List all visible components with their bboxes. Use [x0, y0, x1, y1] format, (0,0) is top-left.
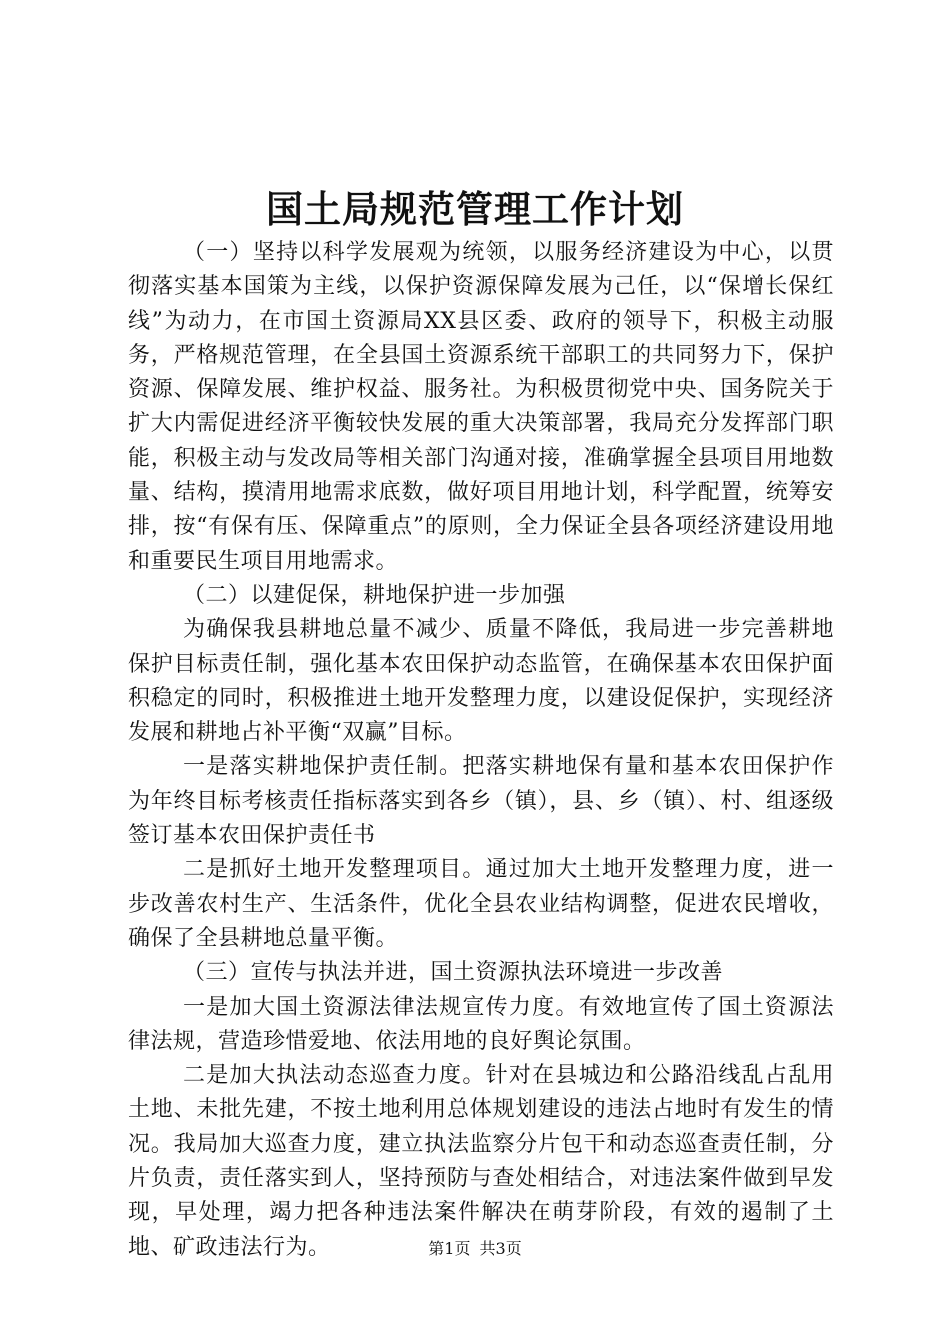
paragraph-7: 一是加大国土资源法律法规宣传力度。有效地宣传了国土资源法律法规，营造珍惜爱地、依法用地的良好舆论氛围。: [128, 994, 834, 1054]
document-title: 国土局规范管理工作计划: [266, 187, 684, 231]
page-number: 第1页: [428, 1239, 471, 1258]
page-total: 共3页: [479, 1239, 522, 1258]
paragraph-1: （一）坚持以科学发展观为统领，以服务经济建设为中心，以贯彻落实基本国策为主线，以保护资源保障发展为己任，以“保增长保红线”为动力，在市国土资源局XX县区委、政府的领导下，积极主动服务，严格规范管理，在全县国土资源系统干部职工的共同努力下，保护资源、保障发展、维护权益、服务社。为积极贯彻党中央、国务院关于扩大内需促进经济平衡较快发展的重大决策部署，我局充分发挥部门职能，积极主动与发改局等相关部门沟通对接，准确掌握全县项目用地数量、结构，摸清用地需求底数，做好项目用地计划，科学配置，统筹安排，按“有保有压、保障重点”的原则，全力保证全县各项经济建设用地和重要民生项目用地需求。: [128, 240, 834, 574]
page-footer: [0, 1237, 950, 1261]
paragraph-8: 二是加大执法动态巡查力度。针对在县城边和公路沿线乱占乱用土地、未批先建，不按土地利用总体规划建设的违法占地时有发生的情况。我局加大巡查力度，建立执法监察分片包干和动态巡查责任制，分片负责，责任落实到人，坚持预防与查处相结合，对违法案件做到早发现，早处理，竭力把各种违法案件解决在萌芽阶段，有效的遏制了土地、矿政违法行为。: [128, 1063, 834, 1260]
document-body: [128, 236, 834, 1265]
paragraph-4: 一是落实耕地保护责任制。把落实耕地保有量和基本农田保护作为年终目标考核责任指标落实到各乡（镇），县、乡（镇）、村、组逐级签订基本农田保护责任书: [128, 754, 834, 849]
paragraph-6-heading: （三）宣传与执法并进，国土资源执法环境进一步改善: [183, 960, 724, 986]
paragraph-2-heading: （二）以建促保，耕地保护进一步加强: [183, 582, 566, 608]
paragraph-3: 为确保我县耕地总量不减少、质量不降低，我局进一步完善耕地保护目标责任制，强化基本农田保护动态监管，在确保基本农田保护面积稳定的同时，积极推进土地开发整理力度，以建设促保护，实现经济发展和耕地占补平衡“双赢”目标。: [128, 617, 834, 746]
paragraph-5: 二是抓好土地开发整理项目。通过加大土地开发整理力度，进一步改善农村生产、生活条件，优化全县农业结构调整，促进农民增收，确保了全县耕地总量平衡。: [128, 857, 834, 951]
